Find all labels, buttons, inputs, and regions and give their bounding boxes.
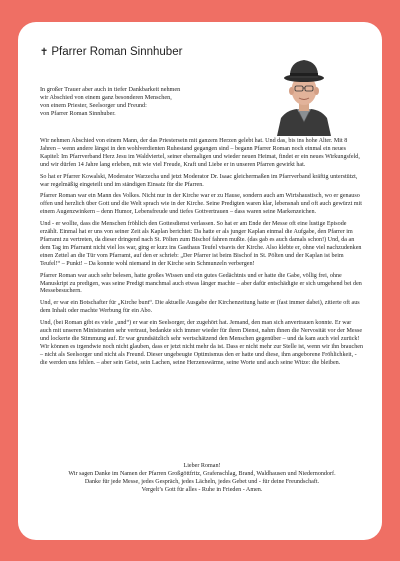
closing-line: Wir sagen Danke im Namen der Pfarren Großgöttfritz, Grafenschlag, Brand, Waldhausen und Niedernondorf. <box>68 471 336 477</box>
page-title <box>40 46 182 58</box>
paragraph: So hat er Pfarrer Kowalski, Moderator Warzecha und jetzt Moderator Dr. Isaac gleichermaßen im Pfarrverband kräftig unterstützt, war regelmäßig eingeteilt und im ständigen Einsatz für die Pfarren. <box>40 173 358 188</box>
portrait-photo <box>273 52 335 136</box>
paragraph: Pfarrer Roman war ein Mann des Volkes. Nicht nur in der Kirche war er zu Hause, sondern auch am Wirtshaustisch, wo er genauso offen und herzlich über Gott und die Welt sprach wie in der Kirche. Seine Predigten waren klar, lebensnah und oft auch gewürzt mit einem Augenzwinkern – denn Humor, Lebensfreude und tiefes Gottvertrauen – dass waren seine Markenzeichen. <box>40 193 362 216</box>
closing-line: Lieber Roman! <box>183 463 221 469</box>
paragraph: Und - er wollte, dass die Menschen fröhlich den Gottesdienst verlassen. So hat er am Ende der Messe oft eine lustige Episode erzählt. Einmal hat er uns von seiner Zeit als Kaplan berichtet: Da hatte er als junger Kaplan einmal die Aufgabe, den Pfarrer im Pfarramt zu vertreten, da dieser dringend nach St. Pölten zum Bischof fahren mußte. (das gab es auch damals schon!) Und, da an dem Tag im Pfarramt nicht viel los war, ging er kurz ins Gasthaus Teufel visavis der Kirche. Also klebte er, ohne viel nachzudenken einen Zettel an die Tür vom Pfarramt, auf den er schrieb: „Der Pfarrer ist beim Bischof in St. Pölten und der Kaplan ist beim Teufel!“ – Punkt! – Da konnte wohl niemand in der Kirche sein Schmunzeln verbergen! <box>40 221 362 267</box>
closing-line: Vergelt’s Gott für alles - Ruhe in Frieden - Amen. <box>141 487 263 493</box>
paragraph: Und, er war ein Botschafter für „Kirche bunt“. Die aktuelle Ausgabe der Kirchenzeitung hatte er (fast immer dabei), zitierte oft aus dem Inhalt oder machte Werbung für ein Abo. <box>40 300 360 315</box>
intro-line: von einem Priester, Seelsorger und Freund: <box>40 102 147 109</box>
paragraph: Wir nehmen Abschied von einem Mann, der das Priestersein mit ganzem Herzen gelebt hat. Und das, bis ins hohe Alter. Mit 8 Jahren – wenn andere längst in den wohlverdienten Ruhestand gegangen sind – begann Pfarrer Roman noch einmal ein neues Kapitel: Im Pfarrverband Herz Jesu im Waldviertel, seiner ehemaligen und wieder neuen Heimat, findet er ein neues Wirkungsfeld, und wir dürfen 14 Jahre lang erleben, mit wie viel Freude, Kraft und Liebe er in unseren Pfarren gewirkt hat. <box>40 138 360 168</box>
paragraph: Pfarrer Roman war auch sehr belesen, hatte großes Wissen und ein gutes Gedächtnis und er hatte die Gabe, völlig frei, ohne Manuskript zu predigen, was seine Predigt manchmal auch etwas länger machte – aber dafür entschädigte er sich umgehend bei den Messebesuchern. <box>40 272 362 295</box>
intro-line: In großer Trauer aber auch in tiefer Dankbarkeit nehmen <box>40 86 181 93</box>
intro-text <box>40 86 240 118</box>
title-text: Pfarrer Roman Sinnhuber <box>51 46 183 58</box>
intro-line: von Pfarrer Roman Sinnhuber. <box>40 110 116 117</box>
cross-icon: ✝ <box>40 47 49 58</box>
closing-section <box>40 462 364 494</box>
closing-line: Danke für jede Messe, jedes Gespräch, jedes Lächeln, jedes Gebet und - für deine Freundschaft. <box>84 479 320 485</box>
intro-line: wir Abschied von einem ganz besonderen Menschen, <box>40 94 172 101</box>
eulogy-body <box>40 138 364 372</box>
paragraph: Und, (bei Roman gibt es viele „und“) er war ein Seelsorger, der zugehört hat. Jemand, den man sich anvertrauen konnte. Er war auch mit unseren Ministranten sehr vertraut, bedankte sich immer wieder für ihren Dienst, nahm ihnen die Nervosität vor der Messe und lockerte die Stimmung auf. Er war grundsätzlich sehr wertschätzend den Menschen gegenüber – und da kam auch viel zurück! Wir können es irgendwie noch nicht glauben, dass er jetzt nicht mehr da ist. Dass er nicht mehr zur Stelle ist, wenn wir ihn brauchen – nicht als Seelsorger und nicht als Freund. Dieser ungebeugte Optimismus den er hatte und diese, ihm angeborene Fröhlichkeit, - die werden uns fehlen. – aber sein Geist, sein Lachen, seine Herzenswärme, seine Worte und auch seine Witze: die bleiben. <box>40 320 364 366</box>
